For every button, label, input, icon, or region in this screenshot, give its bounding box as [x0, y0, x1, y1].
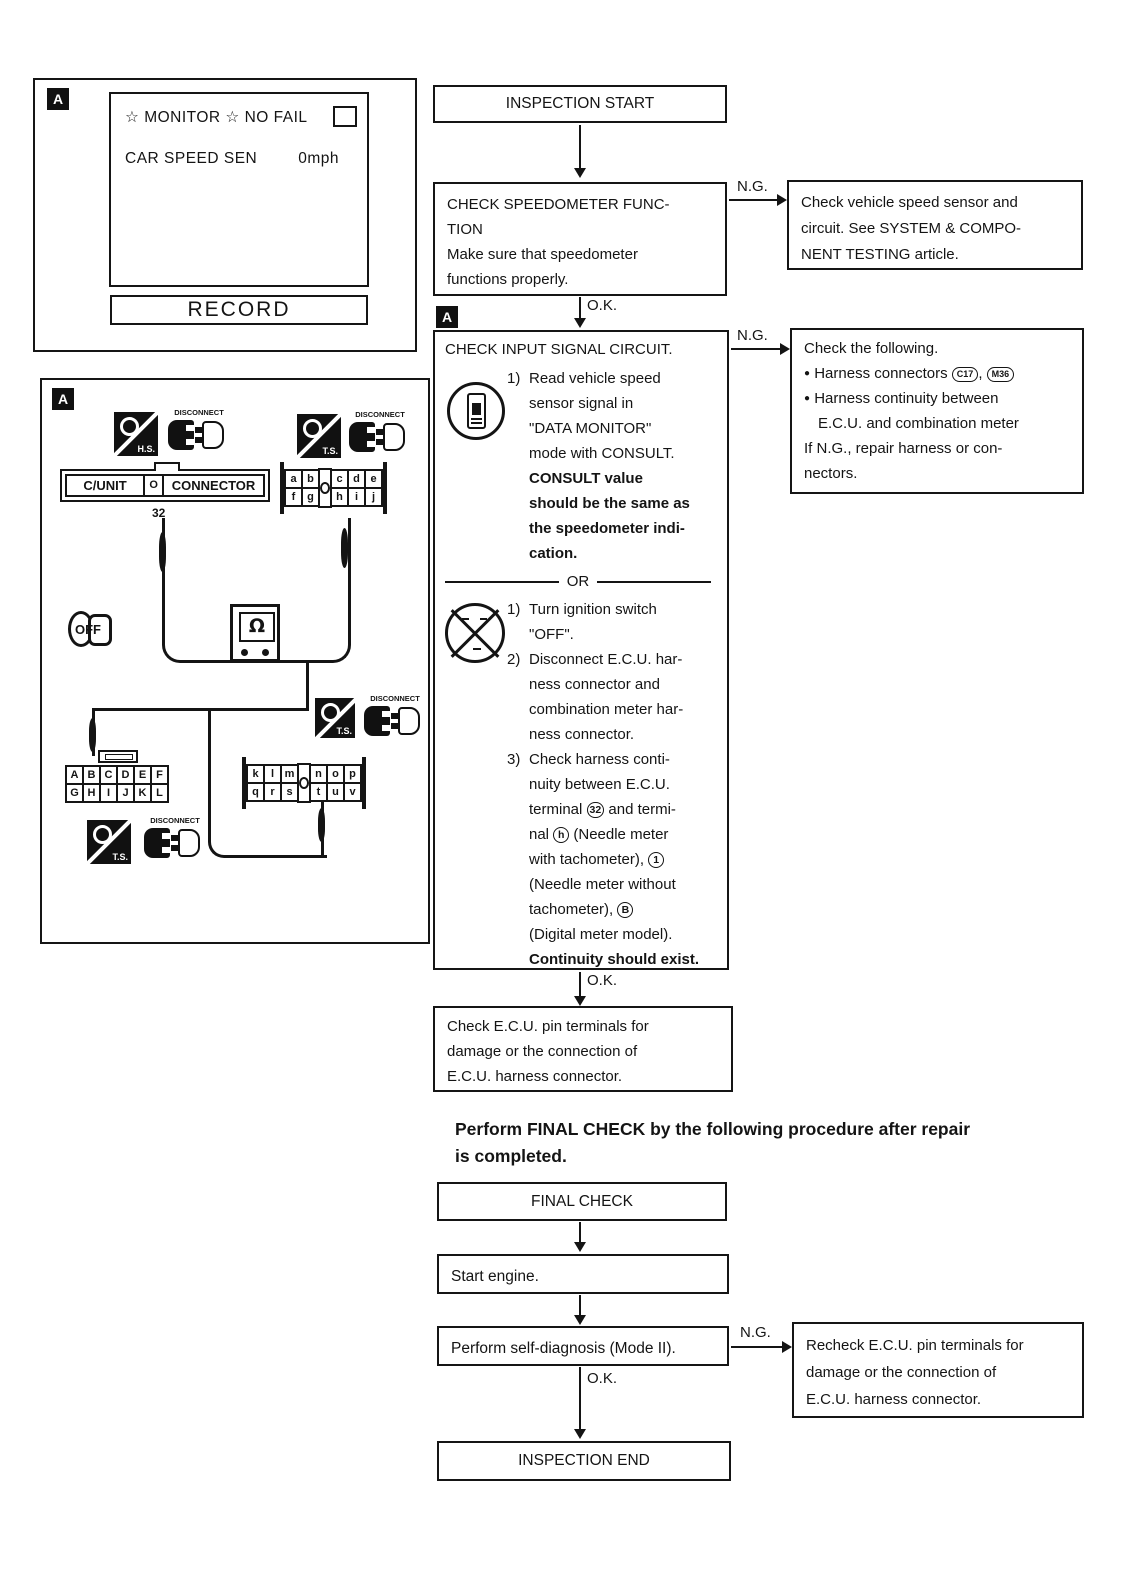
manual-step-text: and termi-	[608, 801, 676, 818]
disconnect-label: DISCONNECT	[370, 694, 420, 703]
flow-line	[731, 348, 781, 350]
inspection-start-label: INSPECTION START	[505, 95, 655, 112]
record-label: RECORD	[187, 298, 291, 321]
disconnect-label: DISCONNECT	[150, 816, 200, 825]
list-marker: 2)	[507, 651, 521, 668]
manual-step-text: Turn ignition switch	[529, 601, 657, 618]
tool-ring-glyph	[303, 419, 322, 438]
disconnect-icon	[166, 408, 232, 452]
cell-grid: k l m q r s	[246, 764, 299, 802]
arrowhead-right	[777, 194, 787, 206]
ecu-text: E.C.U. harness connector.	[447, 1068, 623, 1085]
arrowhead-down	[574, 318, 586, 328]
ng2-box	[790, 328, 1084, 494]
ohm-terminal	[241, 649, 248, 656]
probe-needle	[318, 808, 325, 842]
ng2-text: If N.G., repair harness or con-	[804, 440, 1003, 457]
continuity-requirement: Continuity should exist.	[529, 951, 700, 968]
connector-m36-badge: M36	[987, 367, 1015, 382]
tool-ring-glyph	[93, 825, 112, 844]
plug-pair-icon	[347, 420, 413, 454]
step-title: CHECK INPUT SIGNAL CIRCUIT.	[445, 341, 673, 358]
arrowhead-down	[574, 996, 586, 1006]
ng1-text: NENT TESTING article.	[801, 246, 959, 263]
plug-pair-icon	[362, 704, 428, 738]
ohm-symbol: Ω	[239, 612, 275, 642]
ecu-text: damage or the connection of	[447, 1043, 638, 1060]
wire-segment	[306, 660, 309, 710]
flow-line	[731, 1346, 783, 1348]
ok-label: O.K.	[587, 297, 618, 314]
terminal-32-badge: 32	[587, 802, 605, 818]
ng1-text: Check vehicle speed sensor and	[801, 194, 1018, 211]
disconnect-icon	[142, 816, 208, 860]
ohmmeter	[230, 604, 280, 662]
consult-step-text: "DATA MONITOR"	[529, 420, 652, 437]
ohm-terminal	[262, 649, 269, 656]
consult-panel	[33, 78, 417, 352]
diagram-panel	[40, 378, 430, 944]
consult-step-text: mode with CONSULT.	[529, 445, 675, 462]
recheck-text: damage or the connection of	[806, 1364, 997, 1381]
ok-label: O.K.	[587, 972, 618, 989]
disconnect-label: DISCONNECT	[174, 408, 224, 417]
hs-label: H.S.	[137, 444, 155, 454]
start-engine-label: Start engine.	[451, 1268, 539, 1285]
manual-step-text: nal	[529, 826, 550, 843]
manual-step-text: ness connector and	[529, 676, 660, 693]
connector-key-slot	[297, 763, 311, 803]
ignition-off-key-icon	[68, 602, 118, 654]
consult-step-text: sensor signal in	[529, 395, 634, 412]
param-name: CAR SPEED SEN	[125, 150, 258, 167]
arrowhead-down	[574, 1242, 586, 1252]
check-ecu-pins-box	[433, 1006, 733, 1092]
manual-step-text: with tachometer),	[529, 851, 645, 868]
flow-line	[729, 199, 779, 201]
probe-digital	[89, 718, 96, 752]
no-consult-icon	[445, 603, 505, 663]
or-label: OR	[566, 573, 590, 590]
ts-tool-icon	[87, 820, 131, 864]
bullet: ●	[804, 393, 811, 404]
arrowhead-down	[574, 1429, 586, 1439]
note-line: is completed.	[455, 1146, 567, 1166]
self-diagnosis-box	[437, 1326, 729, 1366]
section-a-badge: A	[436, 306, 458, 328]
connector-label: CONNECTOR	[171, 478, 256, 493]
plug-pair-icon	[166, 418, 232, 452]
manual-step-text: ness connector.	[529, 726, 635, 743]
tool-ring-glyph	[321, 703, 340, 722]
inspection-end-label: INSPECTION END	[518, 1452, 650, 1469]
manual-step-text: "OFF".	[529, 626, 574, 643]
ng2-text: Harness continuity between	[814, 390, 999, 407]
consult-requirement: should be the same as	[529, 495, 690, 512]
self-diagnosis-label: Perform self-diagnosis (Mode II).	[451, 1340, 676, 1357]
connector-tab	[98, 750, 138, 763]
consult-tool-icon	[447, 382, 505, 440]
tab-slot	[105, 754, 133, 760]
manual-step-text: tachometer),	[529, 901, 614, 918]
terminal-32-label: 32	[152, 506, 166, 520]
status-indicator-box	[333, 106, 357, 127]
disconnect-icon	[362, 694, 428, 738]
manual-step-text: combination meter har-	[529, 701, 684, 718]
step-title: TION	[447, 221, 483, 238]
ng2-text: E.C.U. and combination meter	[818, 415, 1019, 432]
ts-label: T.S.	[336, 726, 352, 736]
ok-label: O.K.	[587, 1370, 618, 1387]
cell-grid: c d e h i j	[330, 469, 383, 507]
ng-label: N.G.	[737, 178, 768, 195]
flow-arrow	[579, 125, 581, 170]
inspection-end-box	[437, 1441, 731, 1481]
connector-c17-badge: C17	[952, 367, 979, 382]
consult-requirement: cation.	[529, 545, 578, 562]
section-a-badge: A	[52, 388, 74, 410]
probe-left	[159, 532, 166, 572]
cell-grid: n o p t u v	[309, 764, 362, 802]
manual-step-text: terminal	[529, 801, 583, 818]
ts-label: T.S.	[322, 446, 338, 456]
ng2-text: nectors.	[804, 465, 858, 482]
plug-pair-icon	[142, 826, 208, 860]
connector-bracket	[383, 462, 387, 514]
inspection-start-box	[433, 85, 727, 123]
flow-arrow	[579, 1367, 581, 1433]
hs-tool-icon	[114, 412, 158, 456]
recheck-text: Recheck E.C.U. pin terminals for	[806, 1337, 1024, 1354]
list-marker: 1)	[507, 370, 521, 387]
check-input-signal-box	[433, 330, 729, 970]
ng-label: N.G.	[737, 327, 768, 344]
record-button	[110, 295, 368, 325]
list-marker: 1)	[507, 601, 521, 618]
ng2-text: ,	[978, 365, 983, 382]
final-check-label: FINAL CHECK	[531, 1192, 633, 1210]
cell-grid: a b f g	[284, 469, 320, 507]
param-value: 0mph	[298, 150, 339, 167]
ng-label: N.G.	[740, 1324, 771, 1341]
arrowhead-down	[574, 168, 586, 178]
ng1-text: circuit. See SYSTEM & COMPO-	[801, 220, 1022, 237]
ts-label: T.S.	[112, 852, 128, 862]
terminal-1-badge: 1	[648, 852, 664, 868]
consult-requirement: CONSULT value	[529, 470, 643, 487]
ng2-text: Check the following.	[804, 340, 939, 357]
probe-right	[341, 528, 348, 568]
connector-key-slot	[318, 468, 332, 508]
step-text: Make sure that speedometer	[447, 246, 638, 263]
final-check-box	[437, 1182, 727, 1221]
bullet: ●	[804, 368, 811, 379]
step-text: functions properly.	[447, 271, 569, 288]
terminal-b-badge: B	[617, 902, 633, 918]
ng2-text: Harness connectors	[814, 365, 948, 382]
monitor-header: ☆ MONITOR ☆ NO FAIL	[125, 109, 308, 126]
needle-meter-connector	[242, 757, 366, 809]
step-title: CHECK SPEEDOMETER FUNC-	[447, 196, 670, 213]
manual-step-text: (Digital meter model).	[529, 926, 673, 943]
manual-step-text: (Needle meter	[573, 826, 669, 843]
ts-tool-icon	[297, 414, 341, 458]
manual-step-text: nuity between E.C.U.	[529, 776, 670, 793]
list-marker: 3)	[507, 751, 521, 768]
arrowhead-right	[782, 1341, 792, 1353]
consult-display	[109, 92, 369, 287]
connector-bracket	[362, 757, 366, 809]
ng1-box	[787, 180, 1083, 270]
final-check-note	[455, 1116, 1115, 1170]
terminal-h-badge: h	[553, 827, 569, 843]
disconnect-label: DISCONNECT	[355, 410, 405, 419]
disconnect-icon	[347, 410, 413, 454]
ecu-text: Check E.C.U. pin terminals for	[447, 1018, 649, 1035]
manual-step-text: Disconnect E.C.U. har-	[529, 651, 683, 668]
cunit-mid-cell: O	[143, 476, 164, 495]
consult-requirement: the speedometer indi-	[529, 520, 685, 537]
off-label: OFF	[75, 622, 101, 637]
consult-step-text: Read vehicle speed	[529, 370, 661, 387]
tool-ring-glyph	[120, 417, 139, 436]
note-line: Perform FINAL CHECK by the following procedure after repair	[455, 1119, 971, 1139]
connector-tab	[154, 462, 180, 471]
arrowhead-right	[780, 343, 790, 355]
manual-step-text: Check harness conti-	[529, 751, 670, 768]
cunit-connector-bar	[60, 469, 270, 502]
arrowhead-down	[574, 1315, 586, 1325]
recheck-text: E.C.U. harness connector.	[806, 1391, 982, 1408]
section-a-badge: A	[47, 88, 69, 110]
digital-meter-connector	[65, 765, 169, 803]
check-speedometer-box	[433, 182, 727, 296]
manual-step-text: (Needle meter without	[529, 876, 676, 893]
key-circle	[320, 482, 330, 494]
cell-grid: A B C D E F G H I J K L	[65, 765, 169, 803]
ts-tool-icon	[315, 698, 355, 738]
start-engine-box	[437, 1254, 729, 1294]
key-circle	[299, 777, 309, 789]
cunit-label: C/UNIT	[83, 478, 127, 493]
meter-harness-connector	[280, 462, 387, 514]
or-divider	[445, 569, 711, 594]
recheck-ecu-box	[792, 1322, 1084, 1418]
